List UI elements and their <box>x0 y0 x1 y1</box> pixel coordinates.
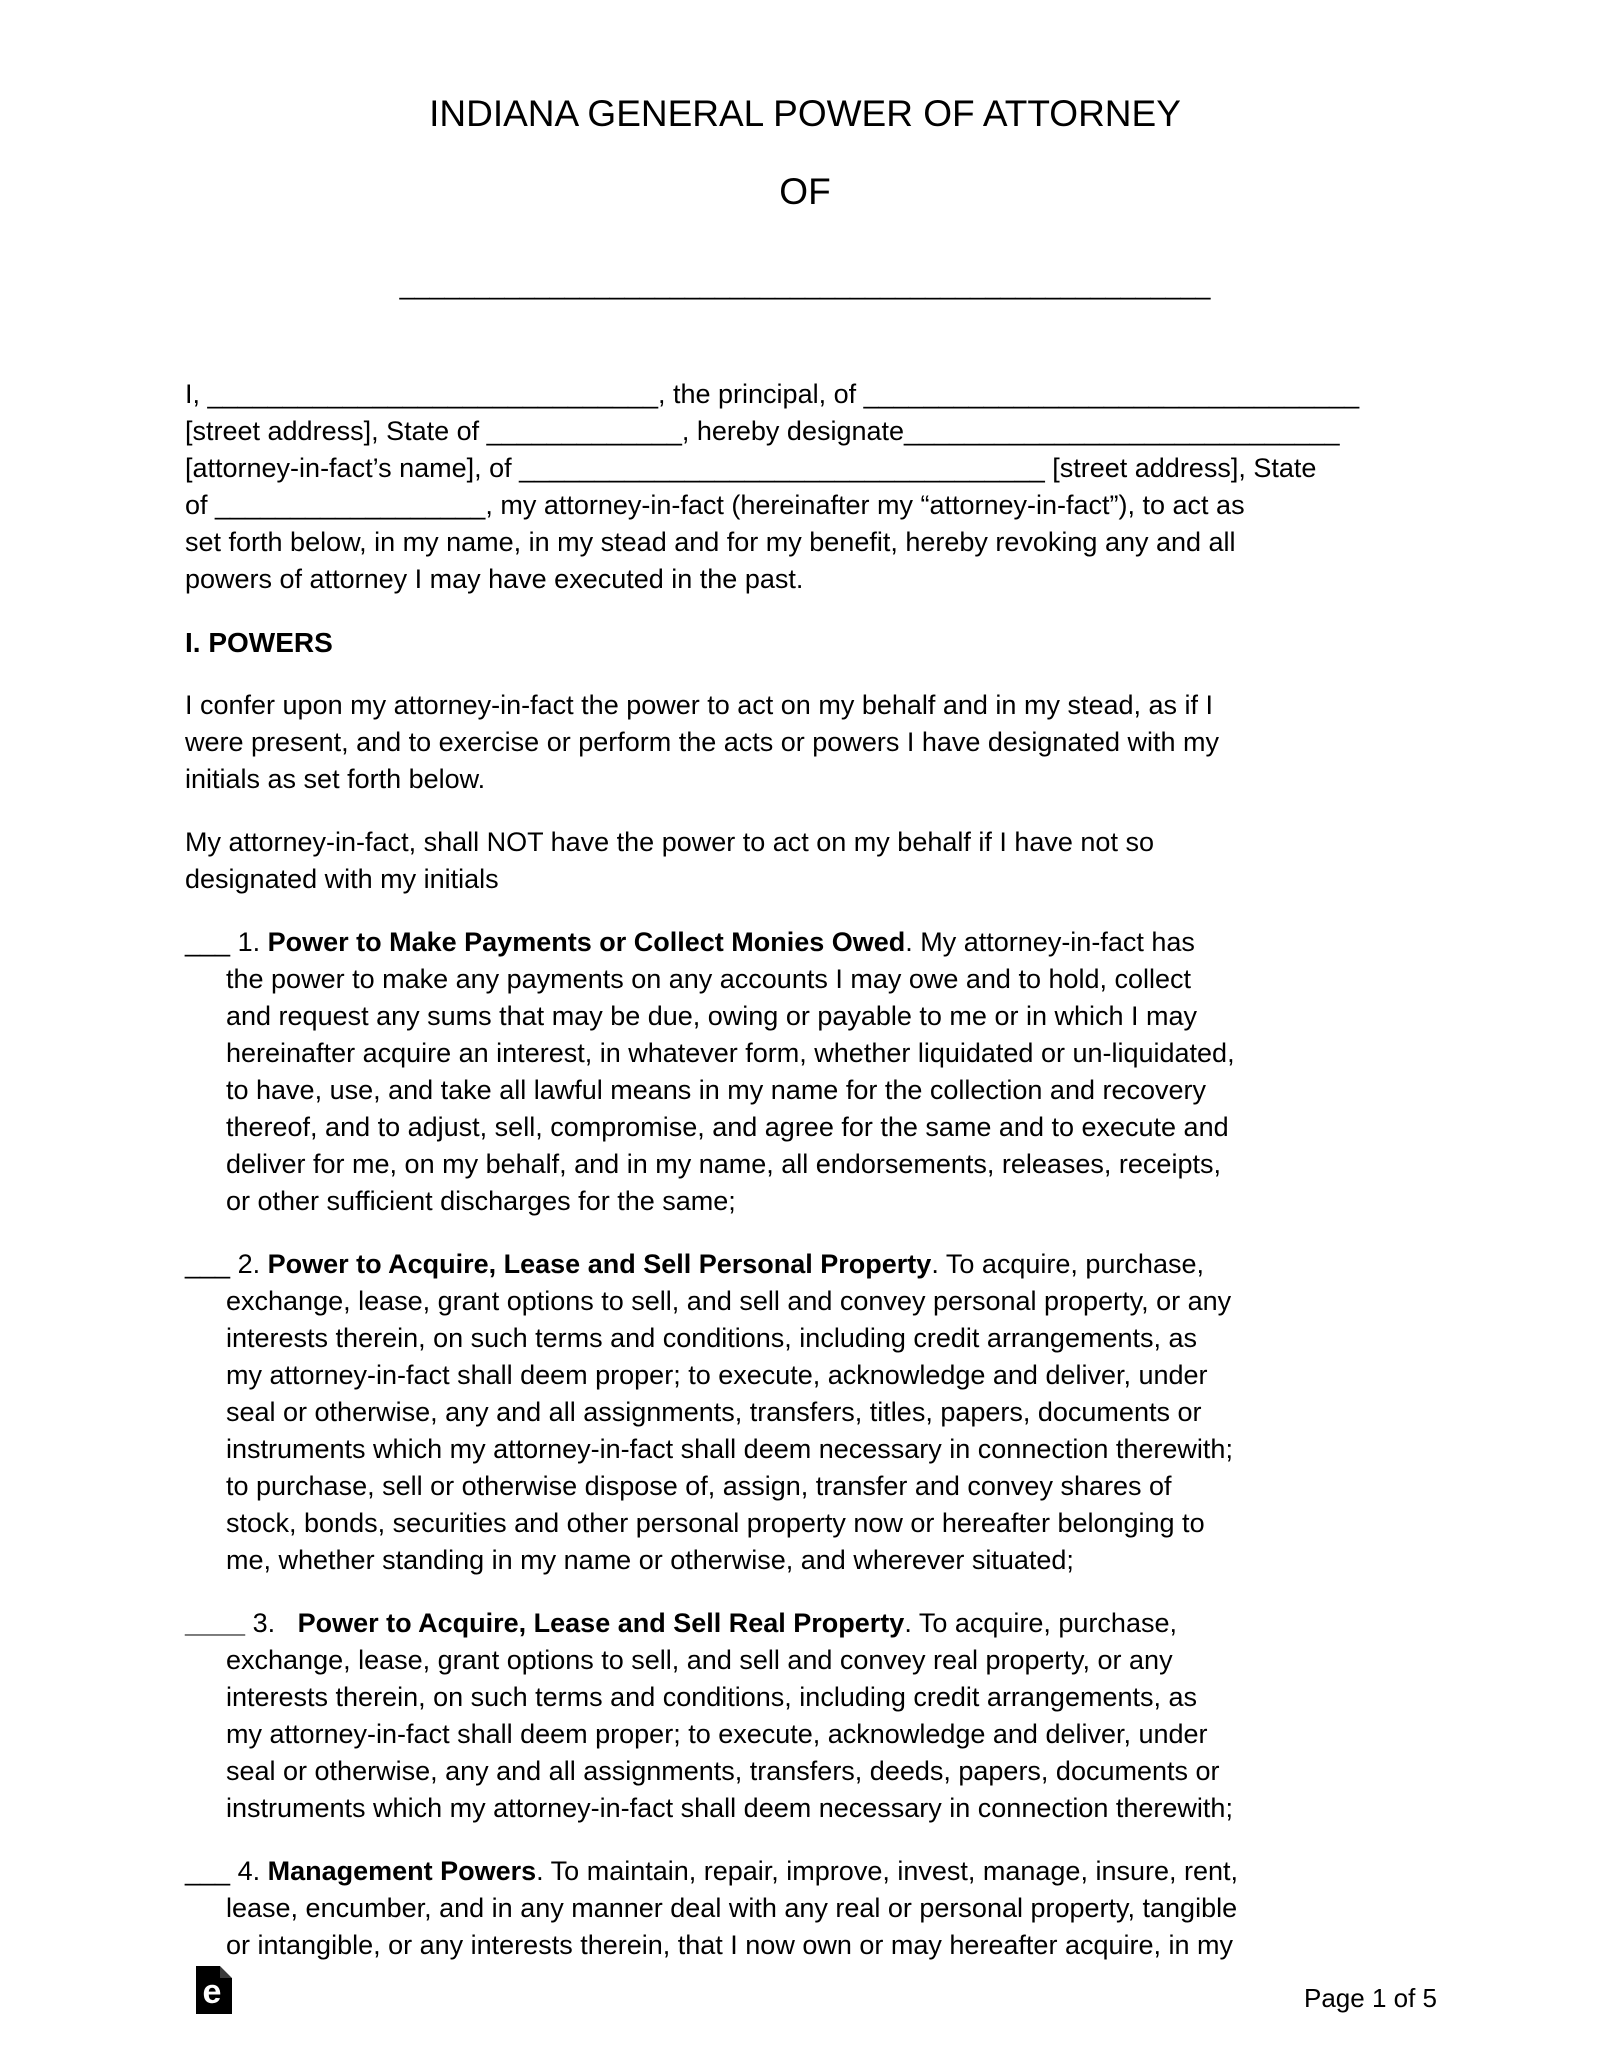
power-item-line: my attorney-in-fact shall deem proper; to execute, acknowledge and deliver, under <box>226 1360 1208 1390</box>
attorney-in-fact-name-field[interactable]: _____________________________ <box>904 416 1340 446</box>
document-title: INDIANA GENERAL POWER OF ATTORNEY <box>429 93 1181 134</box>
power-item-body <box>185 961 1425 1220</box>
intro-line <box>185 524 1425 561</box>
intro-paragraph <box>185 376 1425 598</box>
text-run: , my attorney-in-fact (hereinafter my “attorney-in-fact”), to act as <box>485 490 1245 520</box>
powers-list <box>185 924 1425 1964</box>
principal-name-field[interactable]: ______________________________ <box>207 379 658 409</box>
text-run: set forth below, in my name, in my stead and for my benefit, hereby revoking any and all <box>185 527 1236 557</box>
text-run: of <box>185 490 216 520</box>
paragraph-line: initials as set forth below. <box>185 764 486 794</box>
power-item-number: 3. <box>245 1608 298 1638</box>
power-item-heading-rest: . To maintain, repair, improve, invest, manage, insure, rent, <box>536 1856 1239 1886</box>
power-item <box>185 1605 1425 1827</box>
power-item-heading-rest: . To acquire, purchase, <box>931 1249 1204 1279</box>
initials-field[interactable]: ____ <box>185 1608 246 1638</box>
document-subtitle: OF <box>779 171 831 212</box>
power-item-line: and request any sums that may be due, owing or payable to me or in which I may <box>226 1001 1198 1031</box>
power-item-line: thereof, and to adjust, sell, compromise, and agree for the same and to execute and <box>226 1112 1229 1142</box>
power-item-line: exchange, lease, grant options to sell, and sell and convey personal property, or any <box>226 1286 1232 1316</box>
initials-field[interactable]: ___ <box>185 1856 231 1886</box>
power-item-heading-line <box>185 1605 1425 1642</box>
power-item-line: to purchase, sell or otherwise dispose of, assign, transfer and convey shares of <box>226 1471 1172 1501</box>
text-run: [street address], State <box>1044 453 1317 483</box>
power-item-title: Power to Acquire, Lease and Sell Real Property <box>297 1608 905 1638</box>
power-item-line: or other sufficient discharges for the same; <box>226 1186 736 1216</box>
intro-line <box>185 487 1425 524</box>
attorney-street-address-field[interactable]: ___________________________________ <box>519 453 1045 483</box>
logo-letter: e <box>202 1973 222 2011</box>
paragraph-line: were present, and to exercise or perform the acts or powers I have designated with my <box>185 727 1220 757</box>
principal-street-address-field[interactable]: _________________________________ <box>863 379 1360 409</box>
paragraph <box>185 687 1425 798</box>
power-item-number: 4. <box>230 1856 268 1886</box>
power-item-heading-line <box>185 1246 1425 1283</box>
paragraph <box>185 824 1425 898</box>
attorney-state-field[interactable]: __________________ <box>215 490 486 520</box>
power-item-line: me, whether standing in my name or otherwise, and wherever situated; <box>226 1545 1074 1575</box>
power-item-title: Management Powers <box>267 1856 537 1886</box>
text-run: [attorney-in-fact’s name], of <box>185 453 520 483</box>
text-run: I, <box>185 379 208 409</box>
power-item-line: to have, use, and take all lawful means in my name for the collection and recovery <box>226 1075 1207 1105</box>
power-item-title: Power to Acquire, Lease and Sell Personal Property <box>267 1249 932 1279</box>
power-item-title: Power to Make Payments or Collect Monies Owed <box>267 927 906 957</box>
powers-paragraphs <box>185 687 1425 898</box>
power-item-number: 1. <box>230 927 268 957</box>
text-run: [street address], State of <box>185 416 487 446</box>
power-item-line: stock, bonds, securities and other personal property now or hereafter belonging to <box>226 1508 1205 1538</box>
power-item-heading-line <box>185 924 1425 961</box>
initials-field[interactable]: ___ <box>185 927 231 957</box>
power-item-line: my attorney-in-fact shall deem proper; to execute, acknowledge and deliver, under <box>226 1719 1208 1749</box>
power-item-line: seal or otherwise, any and all assignments, transfers, deeds, papers, documents or <box>226 1756 1220 1786</box>
power-item-heading-rest: . To acquire, purchase, <box>904 1608 1177 1638</box>
power-item-line: seal or otherwise, any and all assignments, transfers, titles, papers, documents or <box>226 1397 1202 1427</box>
powers-section-heading: I. POWERS <box>185 627 333 658</box>
intro-line <box>185 376 1425 413</box>
power-item-body <box>185 1283 1425 1579</box>
power-item-line: or intangible, or any interests therein, that I now own or may hereafter acquire, in my <box>226 1930 1234 1960</box>
eforms-logo-icon <box>196 1966 232 2014</box>
power-item-number: 2. <box>230 1249 268 1279</box>
document-content <box>185 0 1425 1964</box>
power-item-line: interests therein, on such terms and conditions, including credit arrangements, as <box>226 1323 1198 1353</box>
title-name-field[interactable]: ______________________________________________________ <box>399 270 1211 300</box>
power-item <box>185 1246 1425 1579</box>
paragraph-line: My attorney-in-fact, shall NOT have the power to act on my behalf if I have not so <box>185 827 1154 857</box>
text-run: , the principal, of <box>658 379 864 409</box>
power-item-line: instruments which my attorney-in-fact shall deem necessary in connection therewith; <box>226 1793 1233 1823</box>
power-item <box>185 1853 1425 1964</box>
title-name-blank-line <box>185 267 1425 304</box>
intro-line <box>185 561 1425 598</box>
principal-state-field[interactable]: _____________ <box>486 416 682 446</box>
power-item-line: interests therein, on such terms and conditions, including credit arrangements, as <box>226 1682 1198 1712</box>
initials-field[interactable]: ___ <box>185 1249 231 1279</box>
paragraph-line: designated with my initials <box>185 864 499 894</box>
power-item-line: exchange, lease, grant options to sell, and sell and convey real property, or any <box>226 1645 1173 1675</box>
power-item-line: lease, encumber, and in any manner deal with any real or personal property, tangible <box>226 1893 1238 1923</box>
power-item-line: deliver for me, on my behalf, and in my name, all endorsements, releases, receipts, <box>226 1149 1221 1179</box>
power-item-line: hereinafter acquire an interest, in whatever form, whether liquidated or un-liquidated, <box>226 1038 1235 1068</box>
intro-line <box>185 450 1425 487</box>
power-item-line: the power to make any payments on any accounts I may owe and to hold, collect <box>226 964 1192 994</box>
paragraph-line: I confer upon my attorney-in-fact the power to act on my behalf and in my stead, as if I <box>185 690 1214 720</box>
power-item-body <box>185 1642 1425 1827</box>
text-run: powers of attorney I may have executed in the past. <box>185 564 804 594</box>
text-run: , hereby designate <box>681 416 905 446</box>
page-number: Page 1 of 5 <box>1304 1983 1437 2013</box>
power-item-line: instruments which my attorney-in-fact shall deem necessary in connection therewith; <box>226 1434 1233 1464</box>
power-item-heading-rest: . My attorney-in-fact has <box>905 927 1195 957</box>
power-item <box>185 924 1425 1220</box>
power-item-heading-line <box>185 1853 1425 1890</box>
intro-line <box>185 413 1425 450</box>
power-item-body <box>185 1890 1425 1964</box>
